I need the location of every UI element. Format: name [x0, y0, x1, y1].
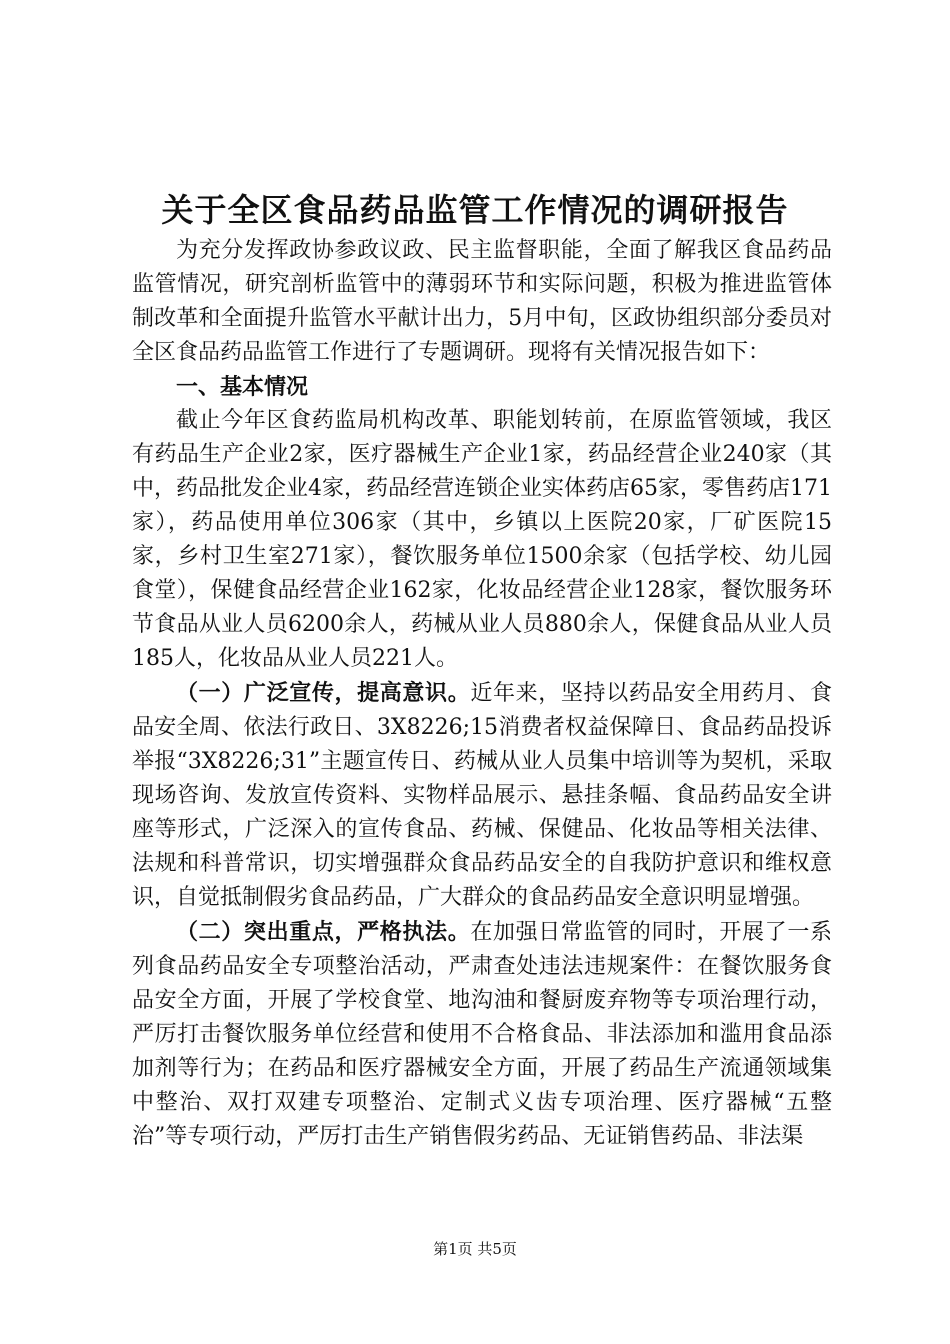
publicity-text: 近年来，坚持以药品安全用药月、食品安全周、依法行政日、3X8226;15消费者权益保障日、食品药品投诉举报“3X8226;31”主题宣传日、药械从业人员集中培训等为契机，采取现场咨询、发放宣传资料、实物样品展示、悬挂条幅、食品药品安全讲座等形式，广泛深入的宣传食品、药械、保健品、化妆品等相关法律、法规和科普常识，切实增强群众食品药品安全的自我防护意识和维权意识，自觉抵制假劣食品药品，广大群众的食品药品安全意识明显增强。 — [132, 681, 832, 910]
intro-paragraph: 为充分发挥政协参政议政、民主监督职能，全面了解我区食品药品监管情况，研究剖析监管中的薄弱环节和实际问题，积极为推进监管体制改革和全面提升监管水平献计出力，5月中旬，区政协组织部分委员对全区食品药品监管工作进行了专题调研。现将有关情况报告如下： — [132, 238, 832, 365]
page-footer: 第1页 共5页 — [433, 1240, 517, 1258]
document-title: 关于全区食品药品监管工作情况的调研报告 — [161, 191, 789, 229]
publicity-lead: （一）广泛宣传，提高意识。 — [176, 680, 471, 706]
basic-situation-paragraph: 截止今年区食药监局机构改革、职能划转前，在原监管领域，我区有药品生产企业2家，医疗器械生产企业1家，药品经营企业240家（其中，药品批发企业4家，药品经营连锁企业实体药店65家，零售药店171家），药品使用单位306家（其中，乡镇以上医院20家，厂矿医院15家，乡村卫生室271家），餐饮服务单位1500余家（包括学校、幼儿园食堂），保健食品经营企业162家，化妆品经营企业128家，餐饮服务环节食品从业人员6200余人，药械从业人员880余人，保健食品从业人员185人，化妆品从业人员221人。 — [132, 408, 832, 671]
document-body — [132, 234, 832, 1154]
enforcement-paragraph — [132, 915, 832, 1154]
enforcement-lead: （二）突出重点，严格执法。 — [176, 919, 471, 945]
section-heading-basic: 一、基本情况 — [176, 374, 309, 400]
publicity-paragraph — [132, 676, 832, 915]
enforcement-text: 在加强日常监管的同时，开展了一系列食品药品安全专项整治活动，严肃查处违法违规案件：在餐饮服务食品安全方面，开展了学校食堂、地沟油和餐厨废弃物等专项治理行动，严厉打击餐饮服务单位经营和使用不合格食品、非法添加和滥用食品添加剂等行为；在药品和医疗器械安全方面，开展了药品生产流通领域集中整治、双打双建专项整治、定制式义齿专项治理、医疗器械“五整治”等专项行动，严厉打击生产销售假劣药品、无证销售药品、非法渠 — [132, 920, 832, 1149]
